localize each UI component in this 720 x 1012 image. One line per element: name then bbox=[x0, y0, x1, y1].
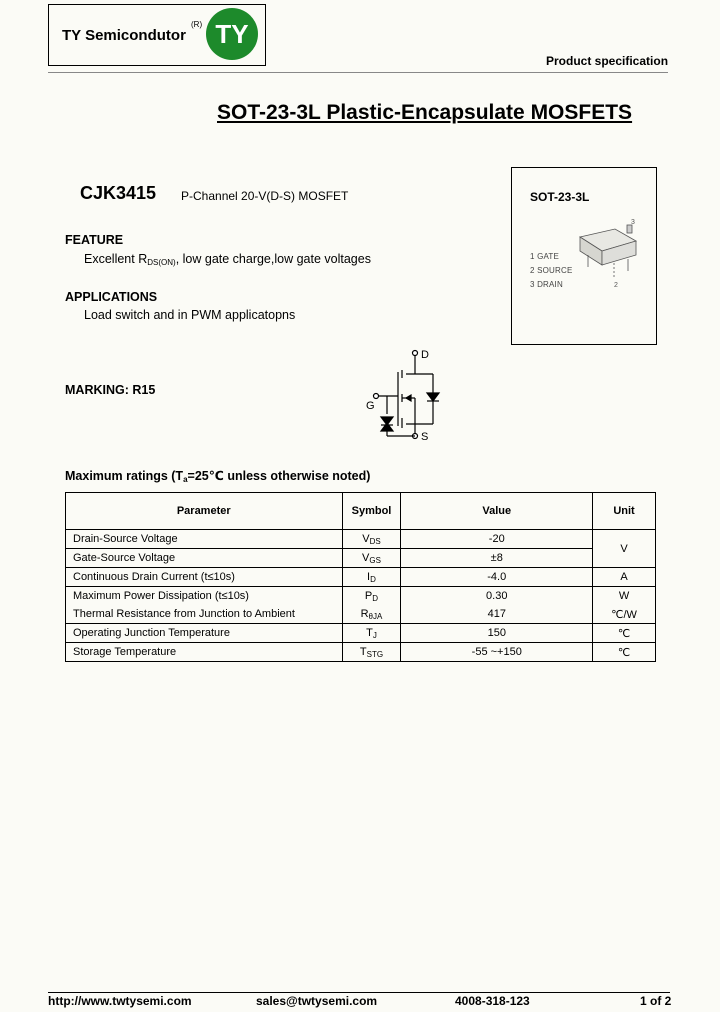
drain-label: D bbox=[421, 349, 429, 361]
feature-heading: FEATURE bbox=[65, 233, 124, 247]
header-unit: Unit bbox=[593, 493, 656, 530]
unit-cell: ℃ bbox=[593, 643, 656, 662]
ratings-heading: Maximum ratings ($T_a=25℃$ unless otherwise noted) bbox=[65, 469, 371, 484]
table-row bbox=[66, 587, 656, 606]
param-cell: Gate-Source Voltage bbox=[66, 549, 343, 568]
footer-website-link[interactable]: http://www.twtysemi.com bbox=[48, 994, 192, 1008]
unit-cell: W bbox=[593, 587, 656, 606]
part-number: CJK3415 bbox=[80, 183, 157, 203]
page-title: SOT-23-3L Plastic-Encapsulate MOSFETS bbox=[217, 101, 633, 124]
footer-phone: 4008-318-123 bbox=[455, 994, 530, 1008]
table-row bbox=[66, 643, 656, 662]
header-value: Value bbox=[401, 493, 593, 530]
pin2-mark: 2 bbox=[614, 282, 618, 289]
value-cell: 0.30 bbox=[401, 587, 593, 606]
registered-mark: (R) bbox=[191, 20, 203, 29]
value-cell: ±8 bbox=[401, 549, 593, 568]
value-cell: 417 bbox=[401, 605, 593, 624]
company-logo: TY bbox=[206, 8, 258, 60]
page-number: 1 of 2 bbox=[640, 994, 672, 1008]
feature-text: Excellent $R_{DS(ON)}$, low gate charge,low gate voltages bbox=[84, 252, 371, 267]
symbol-cell: $R_{\theta JA}$ bbox=[342, 605, 401, 624]
mosfet-schematic bbox=[360, 342, 450, 442]
header-parameter: Parameter bbox=[66, 493, 343, 530]
header-divider bbox=[48, 72, 668, 73]
unit-cell: V bbox=[593, 530, 656, 568]
package-title: SOT-23-3L bbox=[530, 190, 590, 204]
drain-terminal bbox=[413, 351, 418, 356]
param-cell: Storage Temperature bbox=[66, 643, 343, 662]
unit-cell: A bbox=[593, 568, 656, 587]
param-cell: Thermal Resistance from Junction to Ambient bbox=[66, 605, 343, 624]
param-cell: Operating Junction Temperature bbox=[66, 624, 343, 643]
unit-cell: ℃ bbox=[593, 624, 656, 643]
symbol-cell: $P_D$ bbox=[342, 587, 401, 606]
pin-3-label: 3 DRAIN bbox=[530, 280, 563, 289]
applications-text: Load switch and in PWM applicatopns bbox=[84, 308, 296, 322]
table-header-row bbox=[66, 493, 656, 530]
param-cell: Continuous Drain Current (t≤10s) bbox=[66, 568, 343, 587]
symbol-cell: $I_D$ bbox=[342, 568, 401, 587]
marking-label: MARKING: R15 bbox=[65, 383, 156, 397]
pin-1-label: 1 GATE bbox=[530, 252, 560, 261]
footer-divider bbox=[48, 992, 670, 993]
value-cell: -55 ~+150 bbox=[401, 643, 593, 662]
symbol-cell: $V_{DS}$ bbox=[342, 530, 401, 549]
ratings-table bbox=[65, 492, 656, 662]
table-row bbox=[66, 568, 656, 587]
pin-2-label: 2 SOURCE bbox=[530, 266, 573, 275]
package-drawing bbox=[570, 215, 650, 295]
footer-email-link[interactable]: sales@twtysemi.com bbox=[256, 994, 378, 1008]
table-row bbox=[66, 549, 656, 568]
part-description: P-Channel 20-V(D-S) MOSFET bbox=[181, 189, 349, 203]
table-row bbox=[66, 624, 656, 643]
applications-heading: APPLICATIONS bbox=[65, 290, 158, 304]
header-symbol: Symbol bbox=[342, 493, 401, 530]
pin3-mark: 3 bbox=[631, 219, 635, 226]
gate-terminal bbox=[374, 394, 379, 399]
symbol-cell: $T_{STG}$ bbox=[342, 643, 401, 662]
param-cell: Drain-Source Voltage bbox=[66, 530, 343, 549]
value-cell: -20 bbox=[401, 530, 593, 549]
table-row bbox=[66, 605, 656, 624]
param-cell: Maximum Power Dissipation (t≤10s) bbox=[66, 587, 343, 606]
value-cell: -4.0 bbox=[401, 568, 593, 587]
unit-cell: ℃/W bbox=[593, 605, 656, 624]
doc-type-label: Product specification bbox=[546, 54, 669, 68]
symbol-cell: $V_{GS}$ bbox=[342, 549, 401, 568]
value-cell: 150 bbox=[401, 624, 593, 643]
table-row bbox=[66, 530, 656, 549]
gate-label: G bbox=[366, 400, 375, 412]
source-label: S bbox=[421, 431, 429, 442]
company-name: TY Semicondutor bbox=[62, 27, 186, 44]
symbol-cell: $T_J$ bbox=[342, 624, 401, 643]
